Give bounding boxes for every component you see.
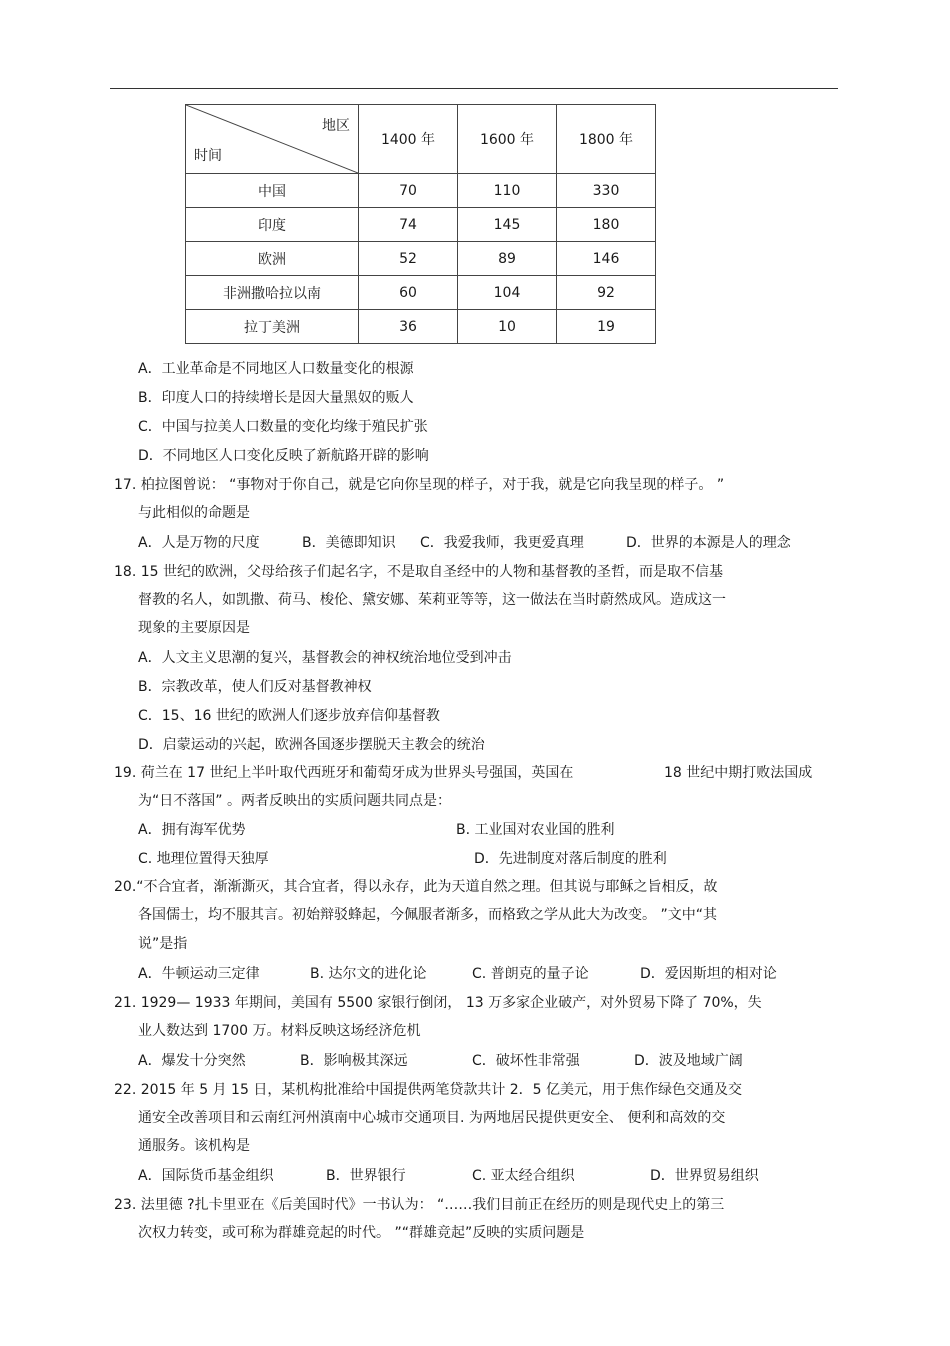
q20-stem-line3: 说”是指 [138, 936, 188, 952]
q17-option-c: C．我爱我师，我更爱真理 [420, 535, 584, 551]
table-row [186, 174, 656, 208]
q16-option-b: B．印度人口的持续增长是因大量黑奴的贩人 [138, 390, 414, 406]
q18-option-b: B．宗教改革，使人们反对基督教神权 [138, 679, 372, 695]
table-cell: 74 [359, 208, 458, 242]
q19-option-c: C. 地理位置得天独厚 [138, 851, 269, 867]
header-rule [110, 88, 838, 89]
q21-option-b: B．影响极其深远 [300, 1053, 408, 1069]
q20-stem-line2: 各国儒士，均不服其言。初始辩驳蜂起，今佩服者渐多，而格致之学从此大为改变。 ”文中“其 [138, 907, 717, 923]
q19-stem-line2: 为“日不落国” 。两者反映出的实质问题共同点是： [138, 793, 451, 809]
q23-stem-line2: 次权力转变，或可称为群雄竞起的时代。 ”“群雄竞起”反映的实质问题是 [138, 1225, 585, 1241]
table-cell: 180 [557, 208, 656, 242]
q20-option-b: B. 达尔文的进化论 [310, 966, 427, 982]
q17-option-b: B．美德即知识 [302, 535, 396, 551]
q19-option-a: A．拥有海军优势 [138, 822, 246, 838]
q19-option-d: D．先进制度对落后制度的胜利 [474, 851, 667, 867]
q17-option-a: A．人是万物的尺度 [138, 535, 260, 551]
q21-option-a: A．爆发十分突然 [138, 1053, 246, 1069]
row-label: 印度 [186, 208, 359, 242]
q22-option-a: A．国际货币基金组织 [138, 1168, 274, 1184]
q17-stem-line1: 17. 柏拉图曾说： “事物对于你自己，就是它向你呈现的样子，对于我，就是它向我呈现的样子。 ” [114, 477, 725, 493]
q21-option-c: C．破坏性非常强 [472, 1053, 580, 1069]
q22-option-b: B．世界银行 [326, 1168, 406, 1184]
row-label: 拉丁美洲 [186, 310, 359, 344]
q18-stem-line2: 督教的名人，如凯撒、荷马、梭伦、黛安娜、茱莉亚等等，这一做法在当时蔚然成风。造成这一 [138, 592, 726, 608]
q22-stem-line1: 22. 2015 年 5 月 15 日，某机构批准给中国提供两笔贷款共计 2．5 亿美元，用于焦作绿色交通及交 [114, 1082, 743, 1098]
q20-option-d: D．爱因斯坦的相对论 [640, 966, 777, 982]
q21-stem-line1: 21. 1929— 1933 年期间，美国有 5500 家银行倒闭， 13 万多家企业破产，对外贸易下降了 70%，失 [114, 995, 762, 1011]
column-header: 1800 年 [557, 105, 656, 174]
population-table [185, 104, 656, 344]
q17-option-d: D．世界的本源是人的理念 [626, 535, 791, 551]
q16-option-a: A．工业革命是不同地区人口数量变化的根源 [138, 361, 414, 377]
q21-stem-line2: 业人数达到 1700 万。材料反映这场经济危机 [138, 1023, 421, 1039]
corner-time-label: 时间 [194, 148, 222, 164]
table-corner-cell [186, 105, 359, 174]
q18-stem-line1: 18. 15 世纪的欧洲，父母给孩子们起名字，不是取自圣经中的人物和基督教的圣哲，而是取不信基 [114, 564, 723, 580]
q19-option-b: B. 工业国对农业国的胜利 [456, 822, 615, 838]
row-label: 中国 [186, 174, 359, 208]
table-cell: 89 [458, 242, 557, 276]
q18-stem-line3: 现象的主要原因是 [138, 620, 250, 636]
q18-option-a: A．人文主义思潮的复兴，基督教会的神权统治地位受到冲击 [138, 650, 512, 666]
q18-option-c: C．15、16 世纪的欧洲人们逐步放弃信仰基督教 [138, 708, 440, 724]
q22-stem-line2: 通安全改善项目和云南红河州滇南中心城市交通项目. 为两地居民提供更安全、 便利和高效的交 [138, 1110, 726, 1126]
q22-stem-line3: 通服务。该机构是 [138, 1138, 250, 1154]
q22-option-c: C. 亚太经合组织 [472, 1168, 575, 1184]
q23-stem-line1: 23. 法里德 ?扎卡里亚在《后美国时代》一书认为： “……我们目前正在经历的则是现代史上的第三 [114, 1197, 725, 1213]
q16-option-c: C．中国与拉美人口数量的变化均缘于殖民扩张 [138, 419, 428, 435]
q18-option-d: D．启蒙运动的兴起，欧洲各国逐步摆脱天主教会的统治 [138, 737, 485, 753]
table-cell: 52 [359, 242, 458, 276]
row-label: 欧洲 [186, 242, 359, 276]
table-cell: 146 [557, 242, 656, 276]
q19-stem-line1b: 18 世纪中期打败法国成 [664, 765, 813, 781]
table-row [186, 242, 656, 276]
table-cell: 70 [359, 174, 458, 208]
table-row [186, 208, 656, 242]
table-cell: 104 [458, 276, 557, 310]
column-header: 1400 年 [359, 105, 458, 174]
q20-option-a: A．牛顿运动三定律 [138, 966, 260, 982]
table-row [186, 310, 656, 344]
column-header: 1600 年 [458, 105, 557, 174]
corner-region-label: 地区 [322, 118, 350, 134]
q19-stem-line1a: 19. 荷兰在 17 世纪上半叶取代西班牙和葡萄牙成为世界头号强国，英国在 [114, 765, 574, 781]
q20-stem-line1: 20.“不合宜者，渐渐澌灭，其合宜者，得以永存，此为天道自然之理。但其说与耶稣之旨相反，故 [114, 879, 718, 895]
table-cell: 60 [359, 276, 458, 310]
table-row [186, 276, 656, 310]
q22-option-d: D．世界贸易组织 [650, 1168, 759, 1184]
table-cell: 145 [458, 208, 557, 242]
q20-option-c: C. 普朗克的量子论 [472, 966, 589, 982]
q21-option-d: D．波及地域广阔 [634, 1053, 743, 1069]
table-cell: 330 [557, 174, 656, 208]
table-cell: 36 [359, 310, 458, 344]
row-label: 非洲撒哈拉以南 [186, 276, 359, 310]
q16-option-d: D．不同地区人口变化反映了新航路开辟的影响 [138, 448, 429, 464]
table-cell: 10 [458, 310, 557, 344]
table-cell: 110 [458, 174, 557, 208]
table-cell: 19 [557, 310, 656, 344]
table-cell: 92 [557, 276, 656, 310]
table-header-row [186, 105, 656, 174]
q17-stem-line2: 与此相似的命题是 [138, 505, 250, 521]
